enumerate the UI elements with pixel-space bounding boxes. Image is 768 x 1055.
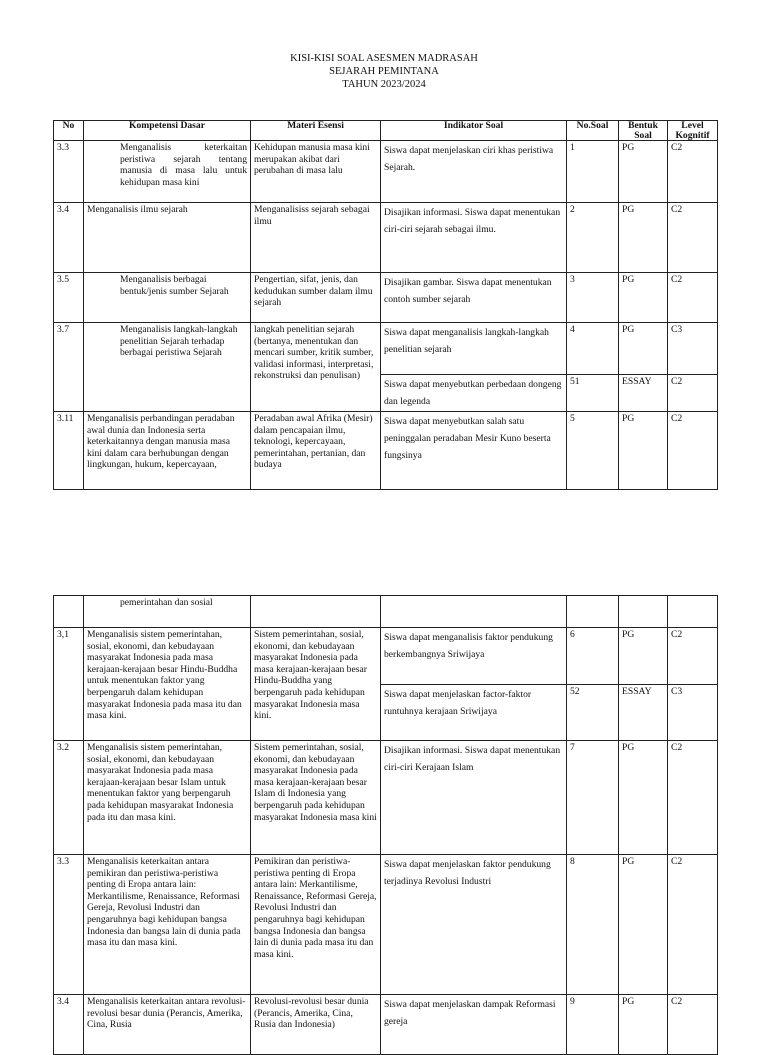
cell-no: 3.11 — [54, 412, 84, 490]
cell-no-soal — [567, 596, 619, 628]
cell-indikator-soal: Disajikan gambar. Siswa dapat menentukan contoh sumber sejarah — [381, 273, 567, 323]
title-line-2: SEJARAH PEMINTANA — [329, 66, 439, 77]
cell-materi-esensi: Revolusi-revolusi besar dunia (Perancis, Amerika, Cina, Rusia dan Indonesia) — [251, 995, 381, 1055]
cell-bentuk-soal: PG — [619, 323, 668, 375]
cell-no: 3.4 — [54, 203, 84, 273]
document-title — [0, 52, 768, 91]
cell-materi-esensi: Pemikiran dan peristiwa-peristiwa penting di Eropa antara lain: Merkantilisme, Renaissance, Reformasi Gereja, Revolusi Industri dan pengaruhnya bagi kehidupan bangsa Indonesia dan bangsa lain di dunia pada masa itu dan masa kini. — [251, 855, 381, 995]
cell-materi-esensi: langkah penelitian sejarah (bertanya, menentukan dan mencari sumber, kritik sumber, validasi informasi, interpretasi, rekonstruksi dan penulisan) — [251, 323, 381, 412]
cell-level-kognitif: C2 — [668, 412, 718, 490]
cell-no: 3.3 — [54, 855, 84, 995]
table-row — [54, 855, 718, 995]
cell-bentuk-soal: PG — [619, 412, 668, 490]
cell-no: 3.4 — [54, 995, 84, 1055]
cell-kompetensi-dasar: Menganalisis berbagai bentuk/jenis sumber Sejarah — [84, 273, 251, 323]
cell-indikator-soal: Siswa dapat menjelaskan factor-faktor runtuhnya kerajaan Sriwijaya — [381, 685, 567, 741]
cell-no — [54, 596, 84, 628]
cell-indikator-soal: Siswa dapat menyebutkan salah satu peninggalan peradaban Mesir Kuno beserta fungsinya — [381, 412, 567, 490]
table-row — [54, 741, 718, 855]
cell-level-kognitif: C2 — [668, 375, 718, 412]
cell-bentuk-soal: PG — [619, 741, 668, 855]
cell-level-kognitif: C2 — [668, 741, 718, 855]
cell-no: 3.5 — [54, 273, 84, 323]
cell-no-soal: 51 — [567, 375, 619, 412]
cell-kompetensi-dasar: pemerintahan dan sosial — [84, 596, 251, 628]
cell-indikator-soal: Siswa dapat menjelaskan faktor pendukung terjadinya Revolusi Industri — [381, 855, 567, 995]
cell-kompetensi-dasar: Menganalisis perbandingan peradaban awal dunia dan Indonesia serta keterkaitannya dengan manusia masa kini dalam cara berhubungan dengan lingkungan, hukum, kepercayaan, — [84, 412, 251, 490]
cell-materi-esensi: Pengertian, sifat, jenis, dan kedudukan sumber dalam ilmu sejarah — [251, 273, 381, 323]
cell-kompetensi-dasar: Menganalisis keterkaitan antara revolusi-revolusi besar dunia (Perancis, Amerika, Cina, Rusia — [84, 995, 251, 1055]
table-row-continuation — [54, 596, 718, 628]
cell-no-soal: 6 — [567, 628, 619, 685]
cell-indikator-soal — [381, 596, 567, 628]
cell-no: 3.3 — [54, 141, 84, 203]
table-row — [54, 323, 718, 375]
cell-kompetensi-dasar: Menganalisis sistem pemerintahan, sosial, ekonomi, dan kebudayaan masyarakat Indonesia pada masa kerajaan-kerajaan besar Islam untuk menentukan faktor yang berpengaruh pada kehidupan masyarakat Indonesia pada itu dan masa kini. — [84, 741, 251, 855]
cell-no-soal: 2 — [567, 203, 619, 273]
cell-level-kognitif: C2 — [668, 203, 718, 273]
cell-no: 3.7 — [54, 323, 84, 412]
cell-indikator-soal: Disajikan informasi. Siswa dapat menentukan ciri-ciri Kerajaan Islam — [381, 741, 567, 855]
cell-no-soal: 52 — [567, 685, 619, 741]
table-row — [54, 273, 718, 323]
header-bentuk-soal: Bentuk Soal — [619, 121, 668, 141]
cell-level-kognitif: C2 — [668, 995, 718, 1055]
table-row — [54, 628, 718, 685]
title-line-1: KISI-KISI SOAL ASESMEN MADRASAH — [290, 53, 478, 64]
cell-bentuk-soal — [619, 596, 668, 628]
document-page-2 — [0, 520, 768, 1031]
table-header-row — [54, 121, 718, 141]
cell-no-soal: 3 — [567, 273, 619, 323]
table-row — [54, 995, 718, 1055]
cell-no: 3,1 — [54, 628, 84, 741]
table-row — [54, 412, 718, 490]
cell-level-kognitif: C2 — [668, 855, 718, 995]
header-materi-esensi: Materi Esensi — [251, 121, 381, 141]
cell-bentuk-soal: PG — [619, 628, 668, 685]
cell-no-soal: 9 — [567, 995, 619, 1055]
cell-no-soal: 7 — [567, 741, 619, 855]
cell-bentuk-soal: ESSAY — [619, 375, 668, 412]
kisi-kisi-table-page-1 — [53, 120, 718, 490]
cell-no: 3.2 — [54, 741, 84, 855]
cell-materi-esensi: Sistem pemerintahan, sosial, ekonomi, dan kebudayaan masyarakat Indonesia pada masa kerajaan-kerajaan besar Hindu-Buddha yang berpengaruh pada kehidupan masyarakat Indonesia masa kini. — [251, 628, 381, 741]
cell-level-kognitif: C2 — [668, 273, 718, 323]
title-line-3: TAHUN 2023/2024 — [342, 79, 426, 90]
cell-level-kognitif: C2 — [668, 628, 718, 685]
cell-materi-esensi: Menganalisiss sejarah sebagai ilmu — [251, 203, 381, 273]
cell-materi-esensi: Peradaban awal Afrika (Mesir) dalam pencapaian ilmu, teknologi, kepercayaan, pemerintahan, pertanian, dan budaya — [251, 412, 381, 490]
cell-level-kognitif: C3 — [668, 685, 718, 741]
cell-materi-esensi — [251, 596, 381, 628]
cell-level-kognitif — [668, 596, 718, 628]
cell-no-soal: 1 — [567, 141, 619, 203]
header-no-soal: No.Soal — [567, 121, 619, 141]
cell-kompetensi-dasar: Menganalisis keterkaitan antara pemikiran dan peristiwa-peristiwa penting di Eropa antara lain: Merkantilisme, Renaissance, Reformasi Gereja, Revolusi Industri dan pengaruhnya bagi kehidupan bangsa Indonesia dan bangsa lain di dunia pada masa itu dan masa kini. — [84, 855, 251, 995]
cell-kompetensi-dasar: Menganalisis langkah-langkah penelitian Sejarah terhadap berbagai peristiwa Sejarah — [84, 323, 251, 412]
header-kompetensi-dasar: Kompetensi Dasar — [84, 121, 251, 141]
cell-indikator-soal: Siswa dapat menganalisis langkah-langkah penelitian sejarah — [381, 323, 567, 375]
cell-materi-esensi: Sistem pemerintahan, sosial, ekonomi, dan kebudayaan masyarakat Indonesia pada masa kerajaan-kerajaan besar Islam di Indonesia yang berpengaruh pada kehidupan masyarakat Indonesia masa kini — [251, 741, 381, 855]
cell-bentuk-soal: PG — [619, 141, 668, 203]
cell-kompetensi-dasar: Menganalisis keterkaitan peristiwa sejarah tentang manusia di masa lalu untuk kehidupan masa kini — [84, 141, 251, 203]
cell-materi-esensi: Kehidupan manusia masa kini merupakan akibat dari perubahan di masa lalu — [251, 141, 381, 203]
kisi-kisi-table-page-2 — [53, 595, 718, 1055]
cell-kompetensi-dasar: Menganalisis ilmu sejarah — [84, 203, 251, 273]
cell-indikator-soal: Siswa dapat menyebutkan perbedaan dongeng dan legenda — [381, 375, 567, 412]
header-indikator-soal: Indikator Soal — [381, 121, 567, 141]
cell-indikator-soal: Disajikan informasi. Siswa dapat menentukan ciri-ciri sejarah sebagai ilmu. — [381, 203, 567, 273]
cell-indikator-soal: Siswa dapat menjelaskan ciri khas peristiwa Sejarah. — [381, 141, 567, 203]
cell-bentuk-soal: PG — [619, 273, 668, 323]
table-row — [54, 141, 718, 203]
document-page-1 — [0, 0, 768, 520]
cell-level-kognitif: C3 — [668, 323, 718, 375]
cell-bentuk-soal: PG — [619, 203, 668, 273]
cell-indikator-soal: Siswa dapat menganalisis faktor pendukung berkembangnya Sriwijaya — [381, 628, 567, 685]
cell-bentuk-soal: ESSAY — [619, 685, 668, 741]
cell-no-soal: 4 — [567, 323, 619, 375]
cell-bentuk-soal: PG — [619, 855, 668, 995]
cell-kompetensi-dasar: Menganalisis sistem pemerintahan, sosial, ekonomi, dan kebudayaan masyarakat Indonesia pada masa kerajaan-kerajaan besar Hindu-Buddha untuk menentukan faktor yang berpengaruh dalam kehidupan masyarakat Indonesia pada masa itu dan masa kini. — [84, 628, 251, 741]
cell-no-soal: 5 — [567, 412, 619, 490]
cell-indikator-soal: Siswa dapat menjelaskan dampak Reformasi gereja — [381, 995, 567, 1055]
cell-no-soal: 8 — [567, 855, 619, 995]
header-level-kognitif: Level Kognitif — [668, 121, 718, 141]
table-row — [54, 203, 718, 273]
cell-level-kognitif: C2 — [668, 141, 718, 203]
header-no: No — [54, 121, 84, 141]
cell-bentuk-soal: PG — [619, 995, 668, 1055]
